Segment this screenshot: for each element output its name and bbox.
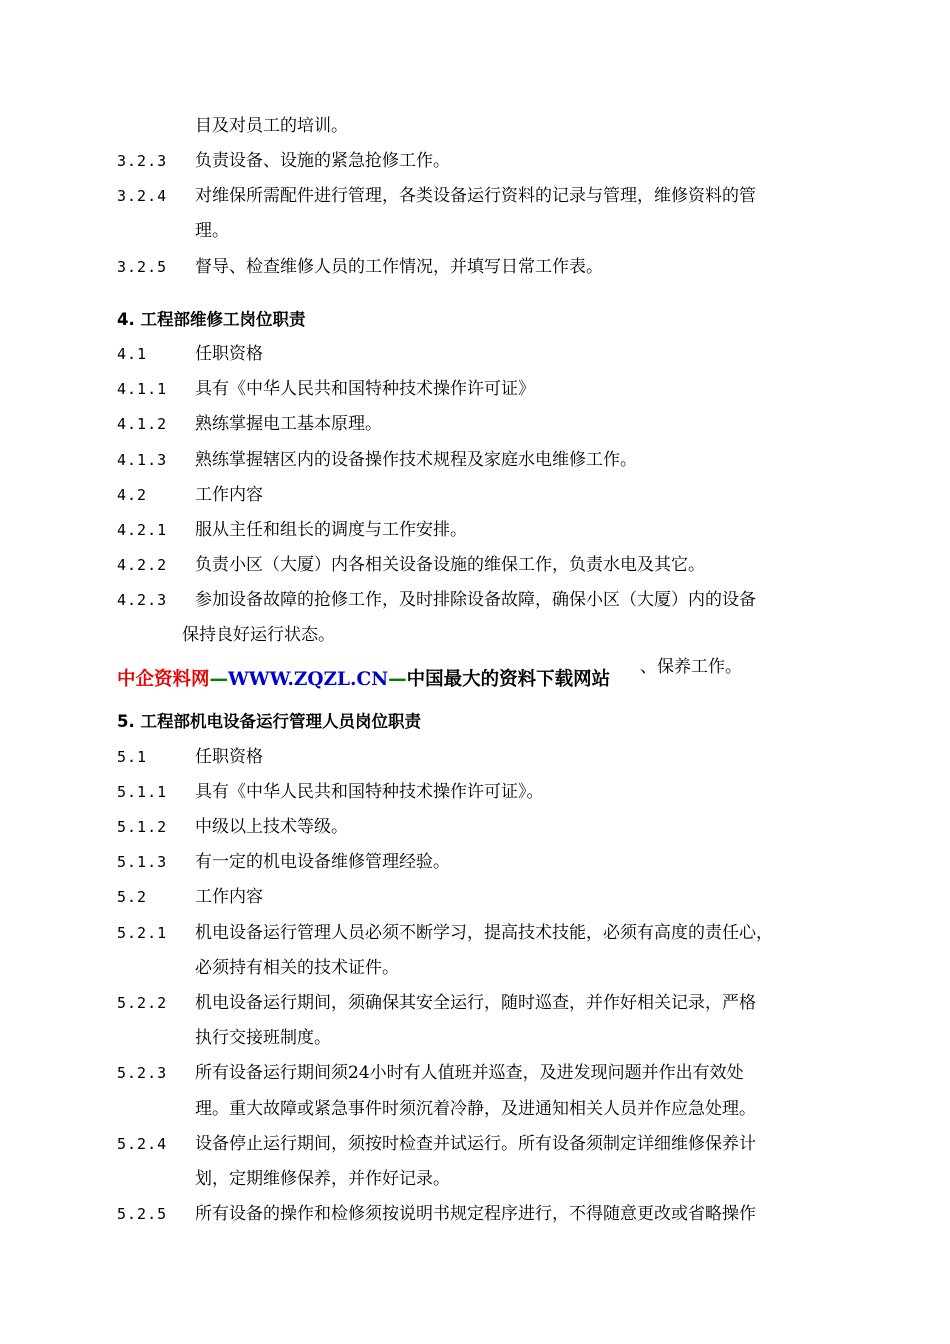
item-number: 5.2.5 xyxy=(117,1205,168,1223)
numbered-item xyxy=(0,1201,950,1227)
numbered-item xyxy=(0,148,950,174)
paragraph-text: 理。 xyxy=(195,221,229,241)
banner-site-name: 中企资料网 xyxy=(117,669,210,690)
item-text: 熟练掌握辖区内的设备操作技术规程及家庭水电维修工作。 xyxy=(195,450,637,470)
item-text: 所有设备的操作和检修须按说明书规定程序进行，不得随意更改或省略操作 xyxy=(195,1204,756,1224)
paragraph-line xyxy=(0,1166,950,1192)
item-text: 机电设备运行管理人员必须不断学习，提高技术技能，必须有高度的责任心， xyxy=(195,923,773,943)
item-text: 服从主任和组长的调度与工作安排。 xyxy=(195,520,467,540)
item-text: 负责小区（大厦）内各相关设备设施的维保工作，负责水电及其它。 xyxy=(195,555,705,575)
item-text: 参加设备故障的抢修工作，及时排除设备故障，确保小区（大厦）内的设备 xyxy=(195,590,756,610)
paragraph-text: 理。重大故障或紧急事件时须沉着冷静，及进通知相关人员并作应急处理。 xyxy=(195,1099,756,1119)
paragraph-line xyxy=(0,218,950,244)
numbered-item xyxy=(0,341,950,367)
item-text: 具有《中华人民共和国特种技术操作许可证》。 xyxy=(195,782,544,802)
section-heading xyxy=(0,307,950,333)
item-text: 熟练掌握电工基本原理。 xyxy=(195,414,382,434)
numbered-item xyxy=(0,552,950,578)
section-5-heading: 5. 工程部机电设备运行管理人员岗位职责 xyxy=(117,712,421,731)
numbered-item xyxy=(0,814,950,840)
section-heading xyxy=(0,709,950,735)
numbered-item xyxy=(0,482,950,508)
paragraph-line xyxy=(0,955,950,981)
item-text: 负责设备、设施的紧急抢修工作。 xyxy=(195,151,450,171)
numbered-item xyxy=(0,254,950,280)
paragraph-line xyxy=(0,113,950,139)
item-number: 4.1.1 xyxy=(117,380,168,398)
item-number: 4.1.3 xyxy=(117,451,168,469)
numbered-item xyxy=(0,1131,950,1157)
section-4-heading: 4. 工程部维修工岗位职责 xyxy=(117,310,306,329)
item-text: 任职资格 xyxy=(195,344,263,364)
item-number: 4.2.3 xyxy=(117,591,168,609)
item-number: 4.2.2 xyxy=(117,556,168,574)
item-text: 工作内容 xyxy=(195,485,263,505)
item-number: 4.1.2 xyxy=(117,415,168,433)
item-number: 3.2.5 xyxy=(117,258,168,276)
item-text: 具有《中华人民共和国特种技术操作许可证》 xyxy=(195,379,535,399)
numbered-item xyxy=(0,920,950,946)
item-text: 工作内容 xyxy=(195,887,263,907)
item-number: 3.2.3 xyxy=(117,152,168,170)
item-number: 5.2.4 xyxy=(117,1135,168,1153)
paragraph-text: 执行交接班制度。 xyxy=(195,1028,331,1048)
item-number: 5.1 xyxy=(117,748,148,766)
item-number: 5.1.3 xyxy=(117,853,168,871)
item-number: 3.2.4 xyxy=(117,187,168,205)
numbered-item xyxy=(0,990,950,1016)
item-number: 4.2 xyxy=(117,486,148,504)
item-number: 5.2.3 xyxy=(117,1064,168,1082)
item-number: 5.1.2 xyxy=(117,818,168,836)
banner-url-link[interactable]: WWW.ZQZL.CN xyxy=(228,669,389,690)
item-number: 5.2.2 xyxy=(117,994,168,1012)
numbered-item xyxy=(0,447,950,473)
watermark-banner[interactable] xyxy=(117,666,610,694)
item-text: 中级以上技术等级。 xyxy=(195,817,348,837)
item-text: 任职资格 xyxy=(195,747,263,767)
paragraph-line: 、保养工作。 xyxy=(640,657,742,677)
numbered-item xyxy=(0,517,950,543)
paragraph-line xyxy=(0,1096,950,1122)
item-number: 5.1.1 xyxy=(117,783,168,801)
numbered-item xyxy=(0,411,950,437)
paragraph-line xyxy=(0,622,950,648)
banner-dash: — xyxy=(209,669,229,690)
item-number: 5.2.1 xyxy=(117,924,168,942)
paragraph-text: 划，定期维修保养，并作好记录。 xyxy=(195,1169,450,1189)
numbered-item xyxy=(0,183,950,209)
numbered-item xyxy=(0,587,950,613)
numbered-item xyxy=(0,884,950,910)
numbered-item xyxy=(0,779,950,805)
paragraph-text: 必须持有相关的技术证件。 xyxy=(195,958,399,978)
paragraph-text: 保持良好运行状态。 xyxy=(182,625,335,645)
item-number: 5.2 xyxy=(117,888,148,906)
paragraph-text: 目及对员工的培训。 xyxy=(195,116,348,136)
numbered-item xyxy=(0,1060,950,1086)
numbered-item xyxy=(0,744,950,770)
item-number: 4.2.1 xyxy=(117,521,168,539)
item-text: 机电设备运行期间，须确保其安全运行，随时巡查，并作好相关记录，严格 xyxy=(195,993,756,1013)
item-text: 设备停止运行期间，须按时检查并试运行。所有设备须制定详细维修保养计 xyxy=(195,1134,756,1154)
item-text: 所有设备运行期间须24小时有人值班并巡查，及进发现问题并作出有效处 xyxy=(195,1063,744,1083)
numbered-item xyxy=(0,849,950,875)
item-text: 有一定的机电设备维修管理经验。 xyxy=(195,852,450,872)
paragraph-line xyxy=(0,1025,950,1051)
numbered-item xyxy=(0,376,950,402)
item-text: 督导、检查维修人员的工作情况，并填写日常工作表。 xyxy=(195,257,603,277)
banner-dash: — xyxy=(388,669,407,690)
item-number: 4.1 xyxy=(117,345,148,363)
banner-slogan: 中国最大的资料下载网站 xyxy=(406,669,611,690)
item-text: 对维保所需配件进行管理，各类设备运行资料的记录与管理，维修资料的管 xyxy=(195,186,756,206)
